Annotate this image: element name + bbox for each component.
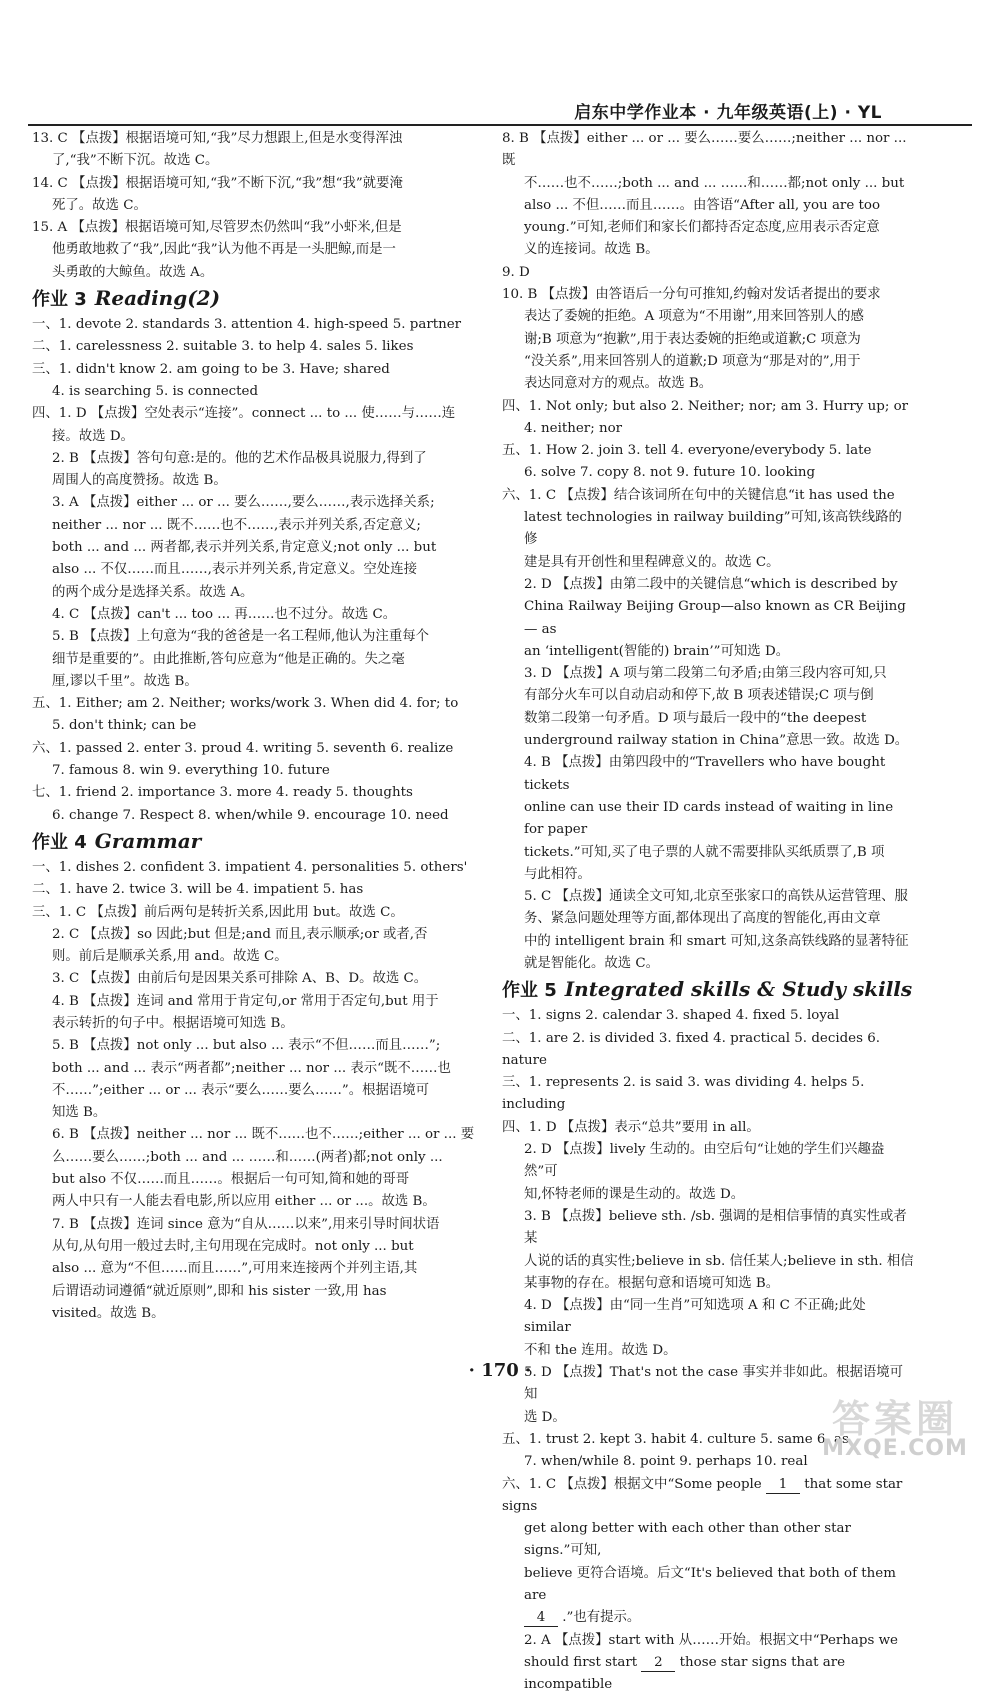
answer-line: 从句,从句用一般过去时,主句用现在完成时。not only ... but <box>52 1238 414 1254</box>
answer-line: 14. C 【点拨】根据语境可知,“我”不断下沉,“我”想“我”就要淹 <box>32 175 403 191</box>
answer-line: 三、1. didn't know 2. am going to be 3. Have; shared <box>32 361 390 377</box>
answer-line <box>502 1652 914 1696</box>
answer-line: 七、1. friend 2. importance 3. more 4. ready 5. thoughts <box>32 785 413 801</box>
answer-line: but also 不仅……而且……。根据后一句可知,简和她的哥哥 <box>52 1172 410 1188</box>
answer-line: neither ... nor ... 既不……也不……,表示并列关系,否定意义; <box>52 517 421 533</box>
answer-line: 6. solve 7. copy 8. not 9. future 10. looking <box>524 465 816 481</box>
watermark-text: 答案圈 <box>831 1397 958 1441</box>
answer-text: 六、1. C 【点拨】根据文中“Some people <box>502 1476 766 1492</box>
answer-line <box>502 1474 914 1519</box>
answer-line: 15. A 【点拨】根据语境可知,尽管罗杰仍然叫“我”小虾米,但是 <box>32 220 402 236</box>
left-column <box>32 128 480 1325</box>
answer-line: 建是具有开创性和里程碑意义的。故选 C。 <box>524 554 780 570</box>
answer-text: .”也有提示。 <box>558 1610 641 1626</box>
answer-line: 二、1. are 2. is divided 3. fixed 4. practical 5. decides 6. nature <box>502 1030 881 1068</box>
section-heading <box>32 284 480 314</box>
section-number: 作业 3 <box>32 289 87 311</box>
answer-line: 5. D 【点拨】That's not the case 事实并非如此。根据语境可知 <box>524 1365 904 1403</box>
answer-line: underground railway station in China”意思一致。故选 D。 <box>524 733 909 749</box>
answer-line: 6. change 7. Respect 8. when/while 9. encourage 10. need <box>52 807 449 823</box>
answer-line: 么……要么……;both ... and ... ……和……(两者)都;not only ... <box>52 1149 443 1165</box>
answer-line: 一、1. devote 2. standards 3. attention 4. high-speed 5. partner <box>32 317 462 333</box>
answer-line: 二、1. have 2. twice 3. will be 4. impatient 5. has <box>32 882 364 898</box>
answer-line: 四、1. Not only; but also 2. Neither; nor; am 3. Hurry up; or <box>502 398 909 414</box>
answer-line: also ... 不但……而且……。由答语“After all, you are too <box>524 197 881 213</box>
answer-line: 后谓语动词遵循“就近原则”,即和 his sister 一致,用 has <box>52 1283 387 1299</box>
section-title: Reading(2) <box>94 286 221 311</box>
section-heading <box>502 975 914 1005</box>
answer-text: should first start <box>524 1654 642 1670</box>
answer-line: 表达了委婉的拒绝。A 项意为“不用谢”,用来回答别人的感 <box>524 309 864 325</box>
answer-line: believe 更符合语境。后文“It's believed that both of them are <box>524 1565 896 1603</box>
answer-line: 二、1. carelessness 2. suitable 3. to help 4. sales 5. likes <box>32 339 414 355</box>
answer-line: 他勇敢地救了“我”,因此“我”认为他不再是一头肥鲸,而是一 <box>52 242 396 258</box>
answer-line: 4. D 【点拨】由“同一生肖”可知选项 A 和 C 不正确;此处 similar <box>524 1298 866 1336</box>
answer-line: 知选 B。 <box>52 1105 107 1121</box>
answer-line: 三、1. C 【点拨】前后两句是转折关系,因此用 but。故选 C。 <box>32 904 404 920</box>
answer-line: 4. B 【点拨】由第四段中的“Travellers who have bought tickets <box>524 755 886 793</box>
answer-line: 一、1. dishes 2. confident 3. impatient 4. personalities 5. others' <box>32 859 468 875</box>
answer-line: 9. D <box>502 264 530 280</box>
answer-line: tickets.”可知,买了电子票的人就不需要排队买纸质票了,B 项 <box>524 844 885 860</box>
answer-line: 五、1. How 2. join 3. tell 4. everyone/everybody 5. late <box>502 443 872 459</box>
answer-line: also ... 不仅……而且……,表示并列关系,肯定意义。空处连接 <box>52 562 417 578</box>
answer-line: 5. don't think; can be <box>52 718 197 734</box>
answer-line: 五、1. Either; am 2. Neither; works/work 3. When did 4. for; to <box>32 696 459 712</box>
answer-line: 8. B 【点拨】either ... or ... 要么……要么……;neither ... nor ... 既 <box>502 131 907 169</box>
answer-line: online can use their ID cards instead of waiting in line for paper <box>524 799 894 838</box>
answer-line: 两人中只有一人能去看电影,所以应用 either ... or ...。故选 B。 <box>52 1194 436 1210</box>
fill-blank: 2 <box>641 1655 675 1672</box>
answer-line: 厘,谬以千里”。故选 B。 <box>52 673 198 689</box>
watermark-url: MXQE.COM <box>822 1436 968 1461</box>
answer-line: 有部分火车可以自动启动和停下,故 B 项表述错误;C 项与倒 <box>524 688 874 704</box>
answer-line: 5. C 【点拨】通读全文可知,北京至张家口的高铁从运营管理、服 <box>524 889 908 905</box>
answer-line: also ... 意为“不但……而且……”,可用来连接两个并列主语,其 <box>52 1261 418 1277</box>
answer-line: 10. B 【点拨】由答语后一分句可推知,约翰对发话者提出的要求 <box>502 287 881 303</box>
answer-line: 接。故选 D。 <box>52 428 134 444</box>
answer-line: get along better with each other than other star signs.”可知, <box>524 1521 851 1559</box>
answer-line: “没关系”,用来回答别人的道歉;D 项意为“那是对的”,用于 <box>524 353 861 369</box>
answer-line: 7. B 【点拨】连词 since 意为“自从……以来”,用来引导时间状语 <box>52 1216 440 1232</box>
answer-line: 务、紧急问题处理等方面,都体现出了高度的智能化,再由文章 <box>524 911 881 927</box>
answer-line: young.”可知,老师们和家长们都持否定态度,应用表示否定意 <box>524 220 880 236</box>
fill-blank: 4 <box>524 1610 558 1627</box>
answer-line: 的两个成分是选择关系。故选 A。 <box>52 584 254 600</box>
answer-line: 13. C 【点拨】根据语境可知,“我”尽力想跟上,但是水变得浑浊 <box>32 131 403 146</box>
answer-line: 一、1. signs 2. calendar 3. shaped 4. fixed 5. loyal <box>502 1008 840 1024</box>
answer-line: 谢;B 项意为“抱歉”,用于表达委婉的拒绝或道歉;C 项意为 <box>524 331 861 347</box>
header-title: 启东中学作业本 · 九年级英语(上) · YL <box>574 103 882 123</box>
answer-line: an ‘intelligent(智能的) brain’”可知选 D。 <box>524 643 790 659</box>
answer-line: latest technologies in railway building”可知,该高铁线路的修 <box>524 510 902 548</box>
answer-line: 死了。故选 C。 <box>52 197 147 213</box>
answer-line: 周围人的高度赞扬。故选 B。 <box>52 473 227 489</box>
answer-line: 7. famous 8. win 9. everything 10. future <box>52 763 330 779</box>
answer-line: visited。故选 B。 <box>52 1305 165 1321</box>
answer-line: 五、1. trust 2. kept 3. habit 4. culture 5. same 6. as <box>502 1431 849 1447</box>
answer-line: 了,“我”不断下沉。故选 C。 <box>52 153 219 169</box>
answer-line: 人说的话的真实性;believe in sb. 信任某人;believe in sth. 相信 <box>524 1253 914 1269</box>
answer-line: 义的连接词。故选 B。 <box>524 242 659 258</box>
answer-line: 四、1. D 【点拨】表示“总共”要用 in all。 <box>502 1119 760 1135</box>
answer-line: 则。前后是顺承关系,用 and。故选 C。 <box>52 949 288 965</box>
answer-line: 不和 the 连用。故选 D。 <box>524 1342 677 1358</box>
answer-line: 四、1. D 【点拨】空处表示“连接”。connect ... to ... 使……与……连 <box>32 406 456 422</box>
answer-line: 5. B 【点拨】上句意为“我的爸爸是一名工程师,他认为注重每个 <box>52 629 429 645</box>
answer-line: China Railway Beijing Group—also known as CR Beijing— as <box>524 599 906 637</box>
answer-line: 2. D 【点拨】lively 生动的。由空后句“让她的学生们兴趣盎然”可 <box>524 1142 885 1180</box>
answer-line: 知,怀特老师的课是生动的。故选 D。 <box>524 1186 745 1202</box>
answer-line: 5. B 【点拨】not only ... but also ... 表示“不但……而且……”; <box>52 1038 441 1054</box>
answer-line: 4. B 【点拨】连词 and 常用于肯定句,or 常用于否定句,but 用于 <box>52 993 439 1009</box>
answer-line: 与此相符。 <box>524 866 591 882</box>
answer-line: 就是智能化。故选 C。 <box>524 955 660 971</box>
answer-line: 3. A 【点拨】either ... or ... 要么……,要么……,表示选择关系; <box>52 495 435 511</box>
fill-blank: 1 <box>766 1477 800 1494</box>
answer-line: 三、1. represents 2. is said 3. was dividing 4. helps 5. including <box>502 1075 865 1113</box>
answer-line: 3. C 【点拨】由前后句是因果关系可排除 A、B、D。故选 C。 <box>52 971 428 987</box>
answer-line: 6. B 【点拨】neither ... nor ... 既不……也不……;either ... or ... 要 <box>52 1127 475 1143</box>
answer-line <box>502 1607 914 1629</box>
answer-line: 2. C 【点拨】so 因此;but 但是;and 而且,表示顺承;or 或者,否 <box>52 926 428 942</box>
answer-line: 4. is searching 5. is connected <box>52 383 259 399</box>
page-number: · 170 · <box>468 1360 532 1381</box>
answer-line: 细节是重要的”。由此推断,答句应意为“他是正确的。失之毫 <box>52 651 405 667</box>
answer-line: 2. B 【点拨】答句句意:是的。他的艺术作品极具说服力,得到了 <box>52 450 427 466</box>
section-number: 作业 5 <box>502 980 557 1002</box>
answer-line: 表示转折的句子中。根据语境可知选 B。 <box>52 1015 294 1031</box>
answer-line: 7. when/while 8. point 9. perhaps 10. real <box>524 1454 808 1470</box>
answer-line: 4. neither; nor <box>524 420 623 436</box>
section-title: Grammar <box>94 828 202 853</box>
answer-line: 六、1. passed 2. enter 3. proud 4. writing 5. seventh 6. realize <box>32 740 454 756</box>
answer-line: 不……”;either ... or ... 表示“要么……要么……”。根据语境可 <box>52 1082 430 1098</box>
answer-line: 头勇敢的大鲸鱼。故选 A。 <box>52 264 214 280</box>
answer-line: 3. B 【点拨】believe sth. /sb. 强调的是相信事情的真实性或者某 <box>524 1208 907 1247</box>
answer-line: 2. A 【点拨】start with 从……开始。根据文中“Perhaps we <box>524 1632 898 1648</box>
answer-line: 中的 intelligent brain 和 smart 可知,这条高铁线路的显著特征 <box>524 933 909 949</box>
answer-line: 4. C 【点拨】can't ... too ... 再……也不过分。故选 C。 <box>52 606 397 622</box>
answer-line: 数第二段第一句矛盾。D 项与最后一段中的“the deepest <box>524 710 867 726</box>
answer-line: both ... and ... 两者都,表示并列关系,肯定意义;not only ... but <box>52 540 437 556</box>
page-header <box>28 98 972 126</box>
watermark-logo <box>800 1388 990 1466</box>
section-title: Integrated skills & Study skills <box>564 977 913 1002</box>
answer-line: both ... and ... 表示“两者都”;neither ... nor ... 表示“既不……也 <box>52 1060 451 1076</box>
answer-line: 某事物的存在。根据句意和语境可知选 B。 <box>524 1275 780 1291</box>
answer-text: those star signs that are incompatible <box>524 1654 846 1693</box>
section-heading <box>32 827 480 857</box>
answer-line: 不……也不……;both ... and ... ……和……都;not only ... but <box>524 175 905 191</box>
section-number: 作业 4 <box>32 831 87 853</box>
answer-line: 选 D。 <box>524 1409 566 1425</box>
answer-text: that some star signs <box>502 1476 903 1514</box>
answer-line: 3. D 【点拨】A 项与第二段第二句矛盾;由第三段内容可知,只 <box>524 666 887 682</box>
answer-line: 六、1. C 【点拨】结合该词所在句中的关键信息“it has used the <box>502 487 895 503</box>
answer-line: 表达同意对方的观点。故选 B。 <box>524 376 713 392</box>
answer-line: 2. D 【点拨】由第二段中的关键信息“which is described by <box>524 576 898 592</box>
